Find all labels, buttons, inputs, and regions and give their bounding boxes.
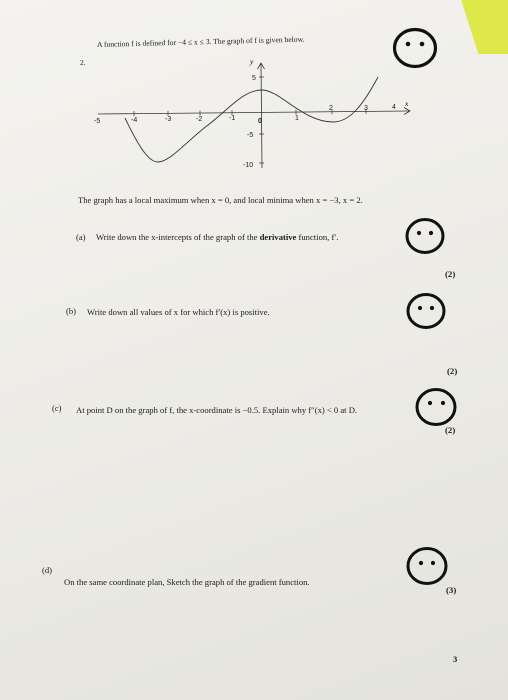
neutral-face-icon (414, 386, 458, 428)
part-d-question: On the same coordinate plan, Sketch the graph of the gradient function. (64, 577, 310, 587)
part-b-marks: (2) (447, 366, 458, 376)
y-axis-label: y (250, 57, 254, 66)
x-tick-label: -4 (131, 117, 138, 124)
x-tick-label: -5 (94, 118, 101, 125)
neutral-face-icon (391, 26, 439, 70)
function-curve (125, 77, 378, 162)
part-a-question (96, 232, 338, 242)
y-tick-label: -10 (243, 162, 254, 169)
x-tick-label: 0 (258, 118, 262, 125)
x-tick-label: -1 (229, 115, 236, 122)
neutral-face-icon (405, 291, 447, 331)
y-axis (258, 63, 265, 168)
x-axis-label: x (405, 99, 409, 108)
x-tick-label: -3 (165, 116, 172, 123)
x-tick-label: 4 (392, 104, 396, 111)
part-c-marks: (2) (445, 425, 456, 435)
x-tick-label: 2 (329, 105, 333, 112)
y-tick-label: 5 (252, 75, 256, 82)
part-b-question: Write down all values of x for which f′(x) is positive. (87, 307, 270, 317)
x-tick-label: 3 (364, 105, 368, 112)
question-number: 2. (80, 58, 86, 67)
part-a-label: (a) (76, 232, 86, 242)
graph-statement: The graph has a local maximum when x = 0, and local minima when x = −3, x = 2. (78, 195, 363, 205)
neutral-face-icon (405, 545, 449, 587)
part-c-label: (c) (52, 403, 62, 413)
part-d-label: (d) (42, 565, 53, 575)
part-d-marks: (3) (446, 585, 457, 595)
part-a-text-end: function, f′. (296, 232, 339, 242)
page-number: 3 (453, 654, 458, 664)
x-tick-label: 1 (295, 115, 299, 122)
part-c-question: At point D on the graph of f, the x-coordinate is −0.5. Explain why f″(x) < 0 at D. (76, 405, 358, 415)
question-intro: A function f is defined for −4 ≤ x ≤ 3. The graph of f is given below. (96, 34, 305, 49)
part-a-bold-word: derivative (259, 232, 297, 242)
function-graph (88, 50, 428, 185)
y-tick-label: -5 (247, 132, 254, 139)
neutral-face-icon (404, 216, 446, 256)
part-b-label: (b) (66, 306, 77, 316)
part-a-text-start: Write down the x-intercepts of the graph of the (96, 232, 260, 242)
part-a-marks: (2) (445, 269, 456, 279)
x-tick-label: -2 (196, 116, 203, 123)
